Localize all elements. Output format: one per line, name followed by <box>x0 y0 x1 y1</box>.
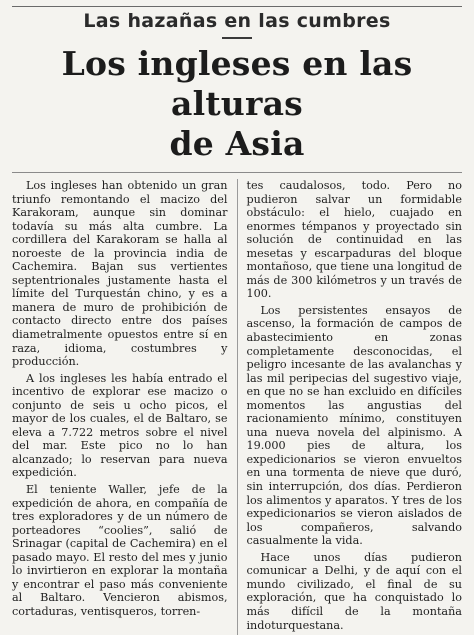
headline-line-1: Los ingleses en las alturas <box>61 44 413 123</box>
headline-rule <box>12 172 462 173</box>
section-heading: Las hazañas en las cumbres <box>83 10 391 32</box>
paragraph: El teniente Waller, jefe de la expedición de ahora, en compañía de tres exploradores y de un número de porteadores “coolies”, salió de Srinagar (capital de Cachemira) en el pasado mayo. El resto del mes y junio lo invirtieron en explorar la montaña y encontrar el paso más conveniente al Baltaro. Vencieron abismos, cortaduras, ventisqueros, torren- <box>12 483 228 618</box>
headline-line-2: de Asia <box>169 124 305 163</box>
paragraph: A los ingleses les había entrado el incentivo de explorar ese macizo o conjunto de seis u ocho picos, el mayor de los cuales, el de Baltaro, se eleva a 7.722 metros sobre el nivel del mar. Este pico no lo han alcanzado; lo reservan para nueva expedición. <box>12 371 228 480</box>
article-body <box>12 179 462 635</box>
ornament-rule <box>222 37 252 39</box>
article-column-left <box>12 179 237 635</box>
headline <box>12 44 462 164</box>
paragraph: Los ingleses han obtenido un gran triunfo remontando el macizo del Karakoram, aunque sin dominar todavía su más alta cumbre. La cordillera del Karakoram se halla al noroeste de la provincia india de Cachemira. Bajan sus vertientes septentrionales justamente hasta el límite del Turquestán chino, y es a manera de muro de prohibición de contacto directo entre dos países diametralmente opuestos entre sí en raza, idioma, costumbres y producción. <box>12 179 228 369</box>
article-column-right <box>237 179 462 635</box>
paragraph-continuation: tes caudalosos, todo. Pero no pudieron salvar un formidable obstáculo: el hielo, cuajado en enormes témpanos y proyectado sin solución de continuidad en las mesetas y escarpaduras del bloque montañoso, que tiene una longitud de más de 300 kilómetros y un través de 100. <box>246 179 462 301</box>
paragraph: Los persistentes ensayos de ascenso, la formación de campos de abastecimiento en zonas completamente desconocidas, el peligro incesante de las avalanchas y las mil peripecias del sugestivo viaje, en que no se han excluido en difíciles momentos las angustias del racionamiento mínimo, constituyen una nueva novela del alpinismo. A 19.000 pies de altura, los expedicionarios se vieron envueltos en una tormenta de nieve que duró, sin interrupción, dos días. Perdieron los alimentos y aparatos. Y tres de los expedicionarios se vieron aislados de los compañeros, salvando casualmente la vida. <box>246 303 462 548</box>
paragraph: Hace unos días pudieron comunicar a Delhi, y de aquí con el mundo civilizado, el final de su exploración, que ha conquistado lo más difícil de la montaña indoturquestana. <box>246 550 462 632</box>
top-rule <box>12 6 462 7</box>
